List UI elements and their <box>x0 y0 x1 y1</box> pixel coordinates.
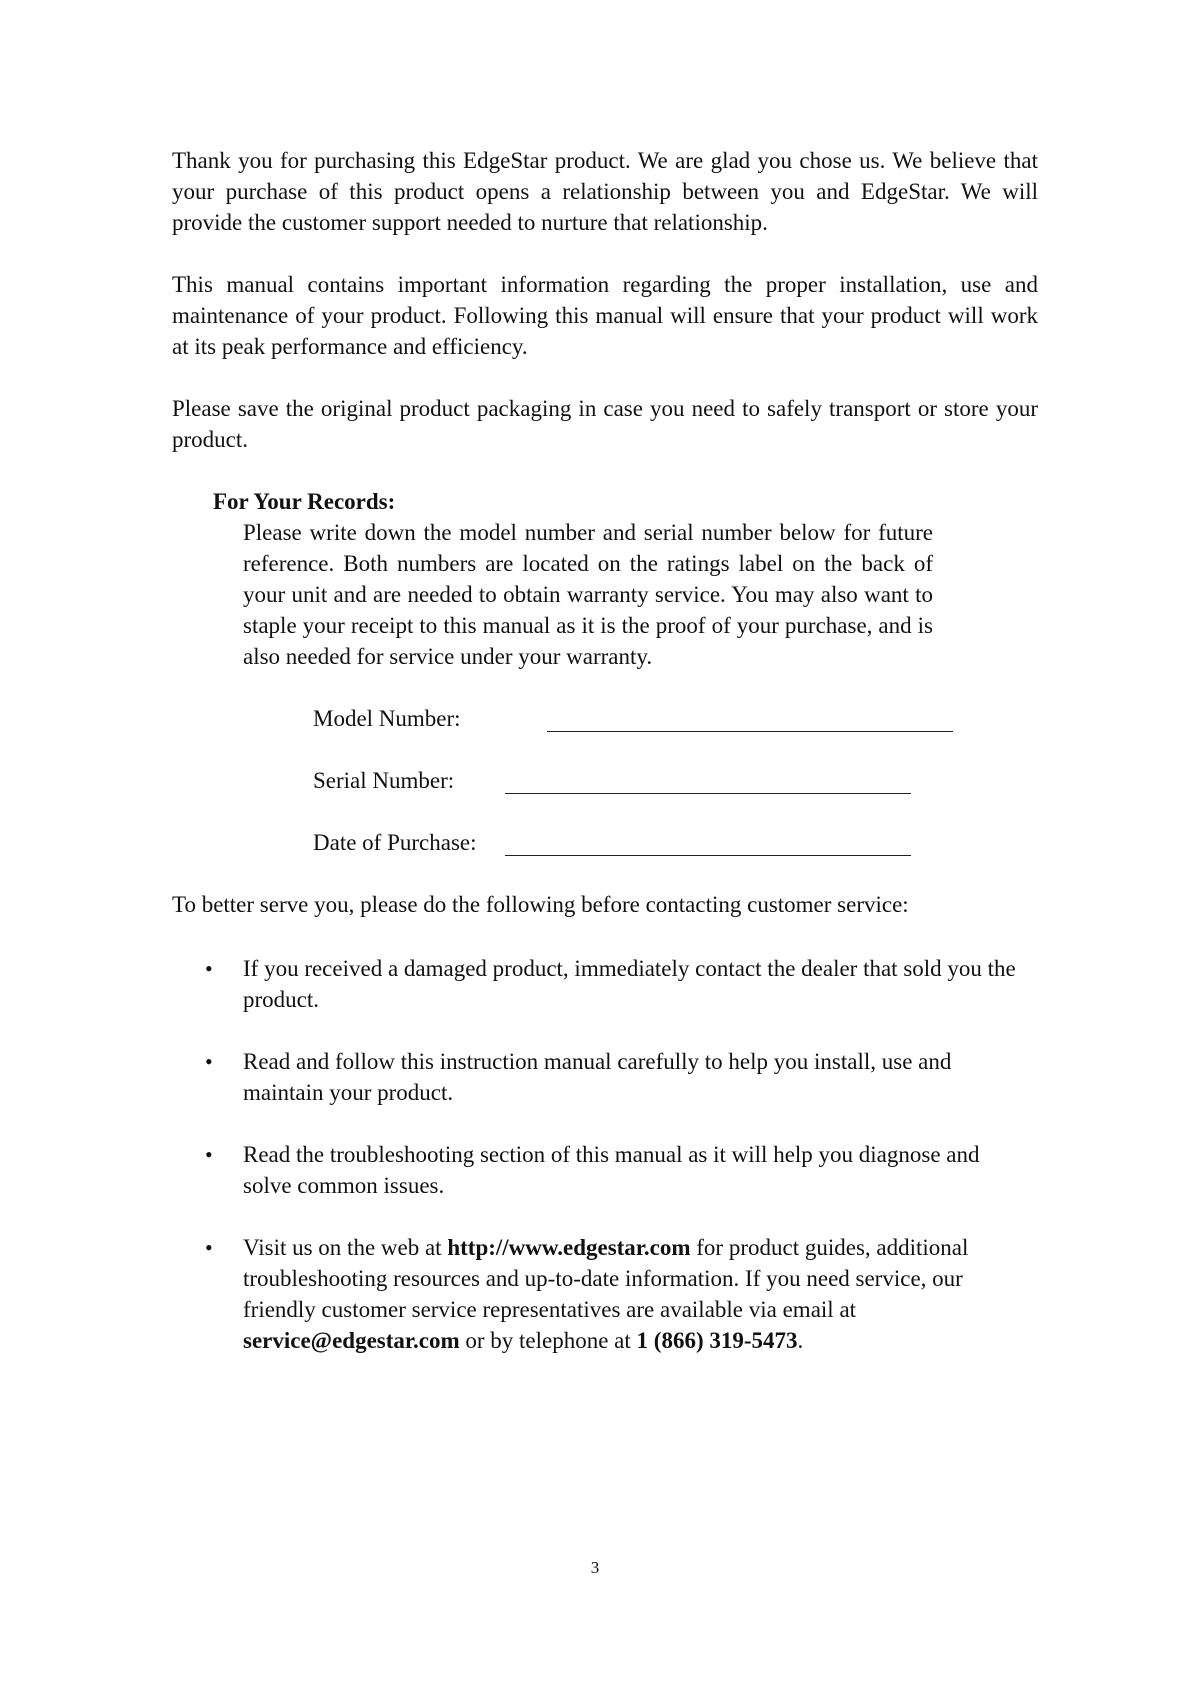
service-intro: To better serve you, please do the following before contacting customer service: <box>172 892 909 917</box>
model-number-label: Model Number: <box>313 706 461 731</box>
service-email-link[interactable]: service@edgestar.com <box>243 1328 460 1353</box>
model-number-blank-line <box>547 731 953 732</box>
intro-paragraph-thank-you: Thank you for purchasing this EdgeStar product. We are glad you chose us. We believe that your purchase of this product opens a relationship between you and EdgeStar. We will provide the customer support needed to nurture that relationship. <box>172 148 1038 235</box>
page-number: 3 <box>590 1558 600 1577</box>
bullet-icon: • <box>205 956 213 981</box>
intro-paragraph-manual-info: This manual contains important information regarding the proper installation, use and maintenance of your product. Following this manual will ensure that your product will work at its peak performance and efficiency. <box>172 272 1038 359</box>
bullet-read-manual: Read and follow this instruction manual carefully to help you install, use and maintain your product. <box>243 1049 952 1105</box>
bullet-visit-web <box>243 1232 1023 1356</box>
serial-number-blank-line <box>505 793 911 794</box>
bullet-damaged-product: If you received a damaged product, immediately contact the dealer that sold you the product. <box>243 956 1016 1012</box>
records-instructions: Please write down the model number and serial number below for future reference. Both numbers are located on the ratings label on the back of your unit and are needed to obtain warranty service. You may also want to staple your receipt to this manual as it is the proof of your purchase, and is also needed for service under your warranty. <box>243 520 933 669</box>
web-bullet-prefix: Visit us on the web at <box>243 1235 448 1260</box>
web-bullet-suffix: . <box>797 1328 804 1353</box>
bullet-icon: • <box>205 1235 213 1260</box>
phone-prefix: or by telephone at <box>459 1328 637 1353</box>
website-link[interactable]: http://www.edgestar.com <box>447 1235 691 1260</box>
service-phone-number: 1 (866) 319-5473 <box>636 1328 798 1353</box>
date-of-purchase-label: Date of Purchase: <box>313 830 477 855</box>
bullet-troubleshooting: Read the troubleshooting section of this manual as it will help you diagnose and solve common issues. <box>243 1142 980 1198</box>
web-bullet-middle: for product guides, additional troubleshooting resources and up-to-date information. If you need service, our friendly customer service representatives are available via email at <box>243 1235 969 1322</box>
bullet-icon: • <box>205 1142 213 1167</box>
records-heading: For Your Records: <box>213 489 396 514</box>
serial-number-label: Serial Number: <box>313 768 455 793</box>
date-of-purchase-blank-line <box>505 855 911 856</box>
intro-paragraph-packaging: Please save the original product packaging in case you need to safely transport or store your product. <box>172 396 1038 452</box>
bullet-icon: • <box>205 1049 213 1074</box>
